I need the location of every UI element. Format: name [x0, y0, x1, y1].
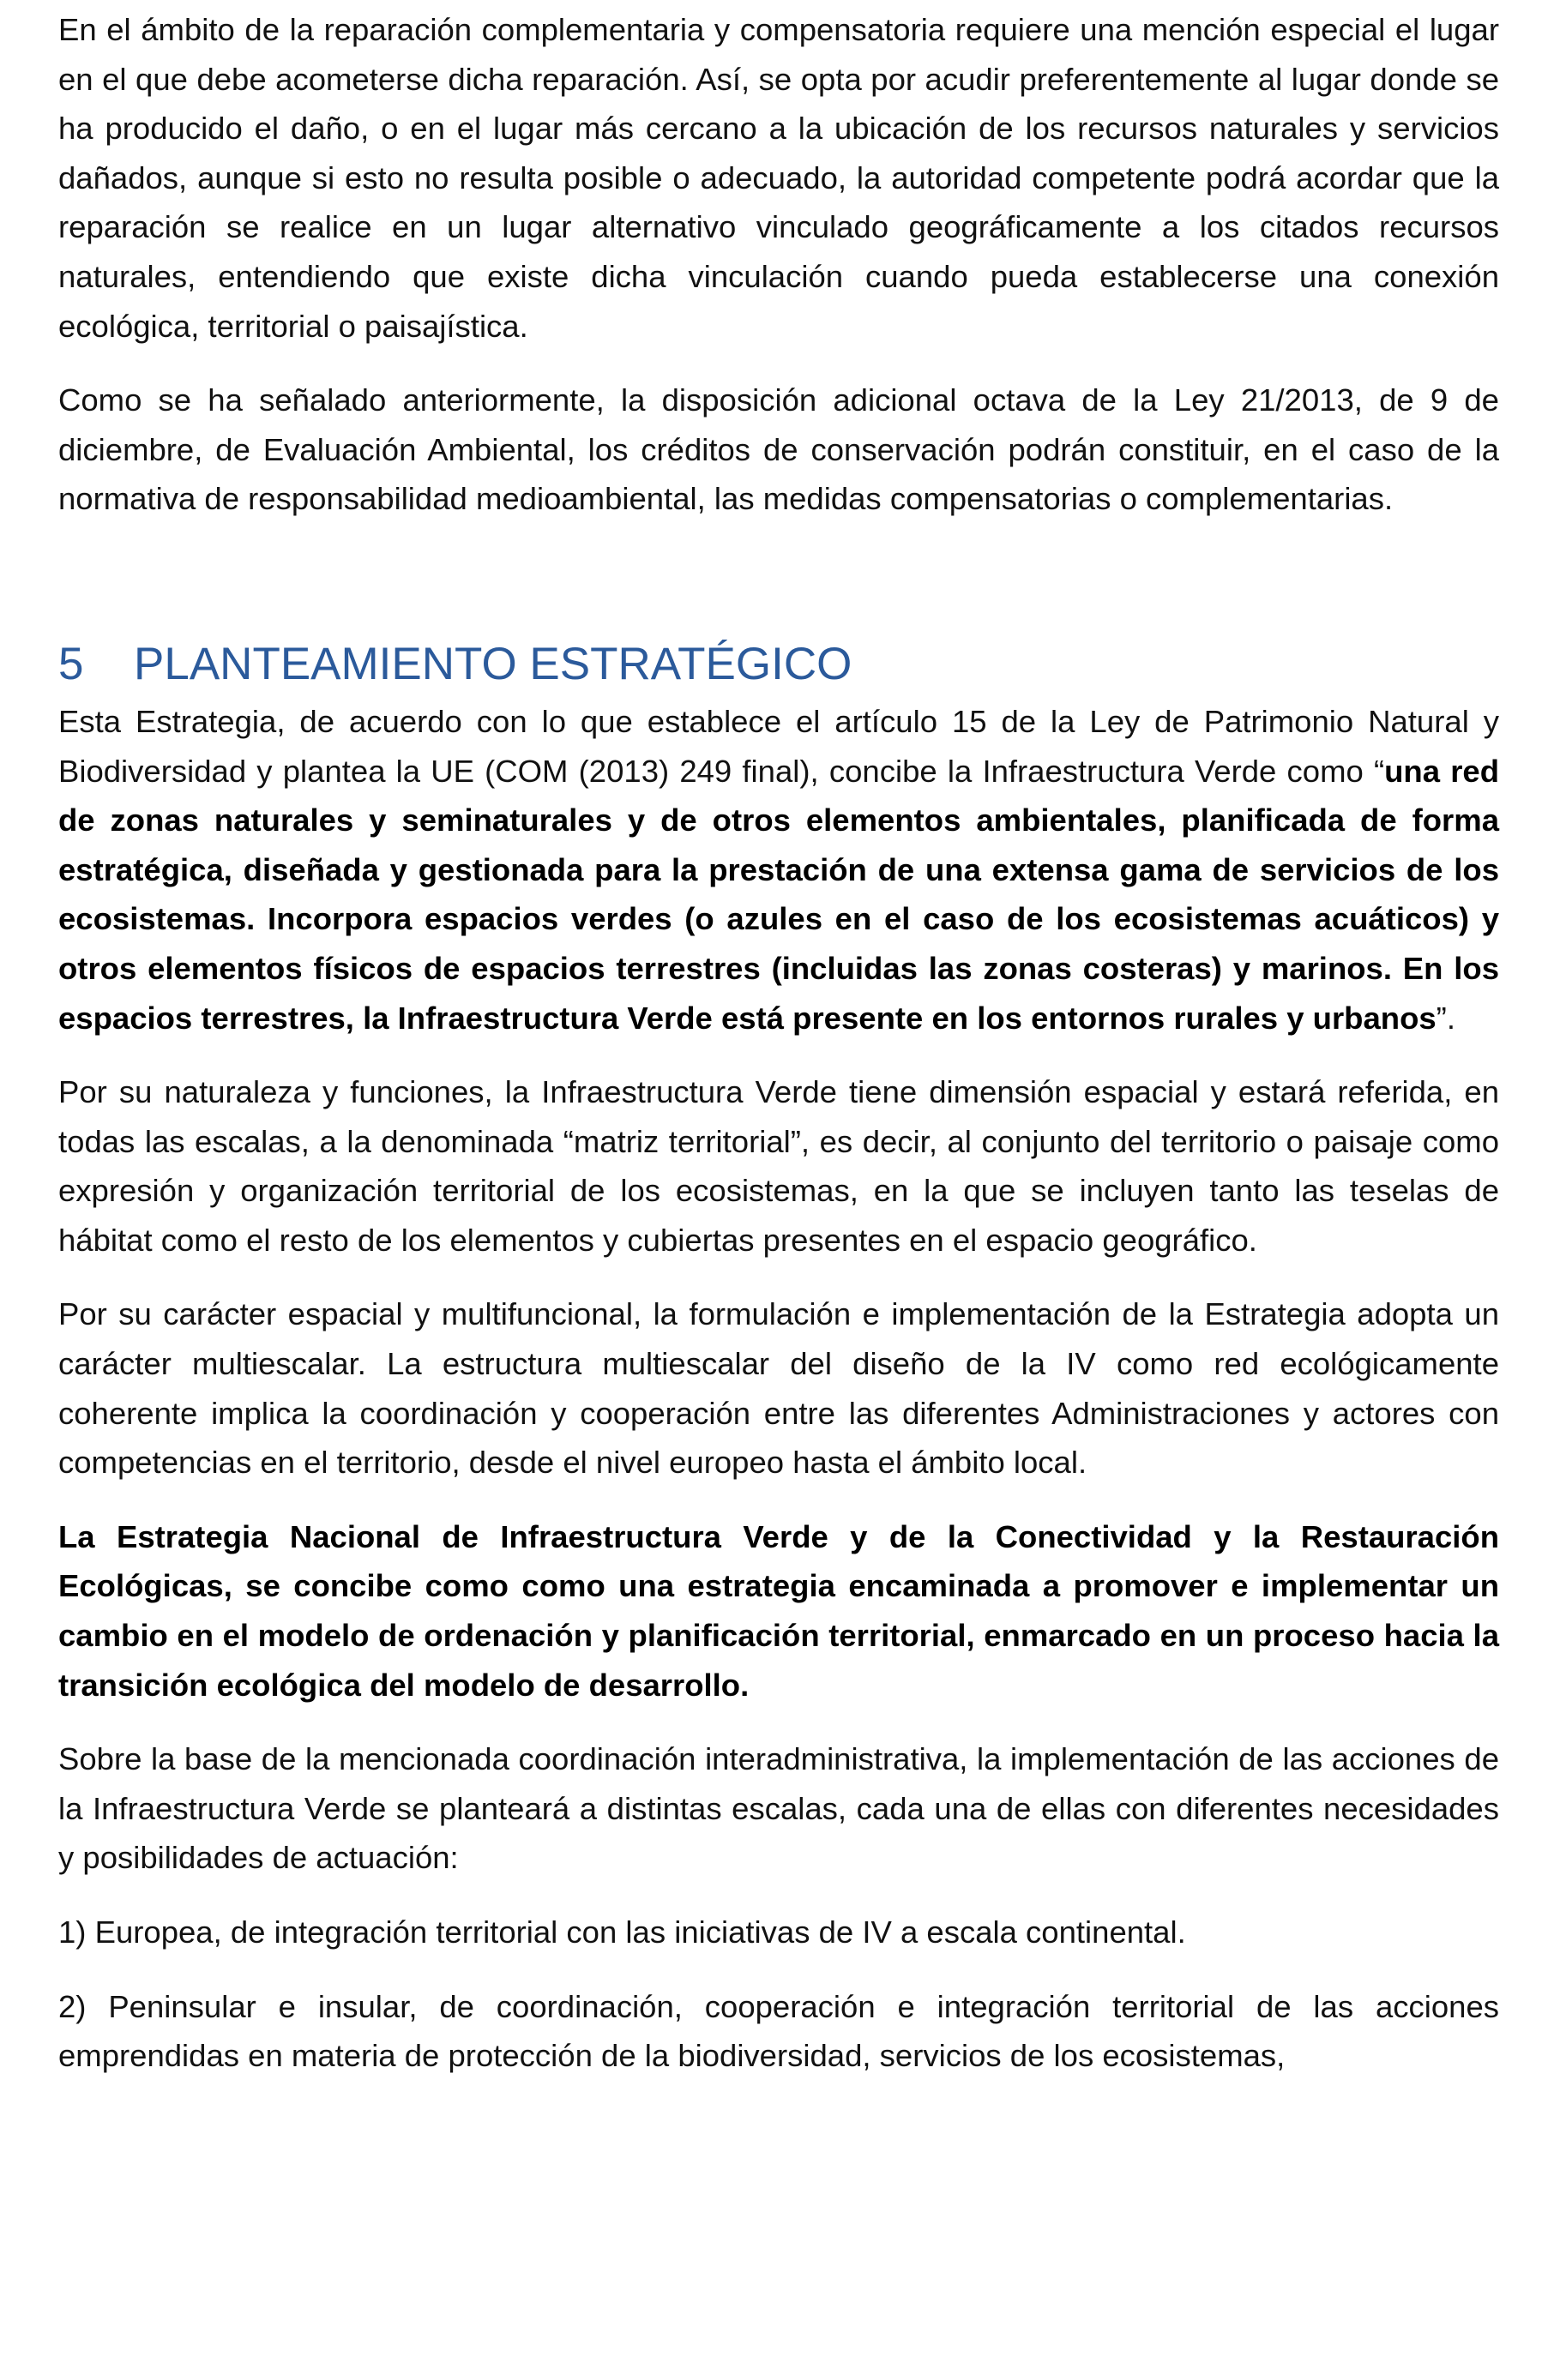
- section-heading: [58, 637, 1499, 692]
- paragraph-estrategia-nacional: La Estrategia Nacional de Infraestructura Verde y de la Conectividad y la Restauración Ecológicas, se concibe como como una estrategia encaminada a promover e implementar un cambio en el modelo de ordenación y planificación territorial, enmarcado en un proceso hacia la transición ecológica del modelo de desarrollo.: [58, 1518, 1499, 1703]
- definition-end-text: ”.: [1436, 1000, 1455, 1036]
- document-page: [58, 5, 1499, 2081]
- paragraph-reparacion-lugar: En el ámbito de la reparación complementaria y compensatoria requiere una mención especial el lugar en el que debe acometerse dicha reparación. Así, se opta por acudir preferentemente al lugar donde se ha producido el daño, o en el lugar más cercano a la ubicación de los recursos naturales y servicios dañados, aunque si esto no resulta posible o adecuado, la autoridad competente podrá acordar que la reparación se realice en un lugar alternativo vinculado geográficamente a los citados recursos naturales, entendiendo que existe dicha vinculación cuando pueda establecerse una conexión ecológica, territorial o paisajística.: [58, 12, 1499, 344]
- paragraph-creditos-conservacion: Como se ha señalado anteriormente, la disposición adicional octava de la Ley 21/2013, de 9 de diciembre, de Evaluación Ambiental, los créditos de conservación podrán constituir, en el caso de la normativa de responsabilidad medioambiental, las medidas compensatorias o complementarias.: [58, 382, 1499, 517]
- definition-bold-text: una red de zonas naturales y seminaturales y de otros elementos ambientales, planificada de forma estratégica, diseñada y gestionada para la prestación de una extensa gama de servicios de los ecosistemas. Incorpora espacios verdes (o azules en el caso de los ecosistemas acuáticos) y otros elementos físicos de espacios terrestres (incluidas las zonas costeras) y marinos. En los espacios terrestres, la Infraestructura Verde está presente en los entornos rurales y urbanos: [58, 753, 1499, 1036]
- list-item-escala-europea: 1) Europea, de integración territorial con las iniciativas de IV a escala continental.: [58, 1914, 1186, 1950]
- paragraph-coordinacion-interadministrativa: Sobre la base de la mencionada coordinación interadministrativa, la implementación de las acciones de la Infraestructura Verde se planteará a distintas escalas, cada una de ellas con diferentes necesidades y posibilidades de actuación:: [58, 1741, 1499, 1876]
- list-item-escala-peninsular: 2) Peninsular e insular, de coordinación, cooperación e integración territorial de las acciones emprendidas en materia de protección de la biodiversidad, servicios de los ecosistemas,: [58, 1988, 1499, 2074]
- definition-intro-text: Esta Estrategia, de acuerdo con lo que establece el artículo 15 de la Ley de Patrimonio Natural y Biodiversidad y plantea la UE (COM (2013) 249 final), concibe la Infraestructura Verde como “: [58, 703, 1499, 789]
- section-title: PLANTEAMIENTO ESTRATÉGICO: [134, 638, 852, 689]
- paragraph-caracter-multiescalar: Por su carácter espacial y multifuncional, la formulación e implementación de la Estrategia adopta un carácter multiescalar. La estructura multiescalar del diseño de la IV como red ecológicamente coherente implica la coordinación y cooperación entre las diferentes Administraciones y actores con competencias en el territorio, desde el nivel europeo hasta el ámbito local.: [58, 1296, 1499, 1481]
- section-number: 5: [58, 638, 84, 689]
- paragraph-definicion-infraestructura-verde: [58, 697, 1499, 1043]
- paragraph-dimension-espacial: Por su naturaleza y funciones, la Infraestructura Verde tiene dimensión espacial y estará referida, en todas las escalas, a la denominada “matriz territorial”, es decir, al conjunto del territorio o paisaje como expresión y organización territorial de los ecosistemas, en la que se incluyen tanto las teselas de hábitat como el resto de los elementos y cubiertas presentes en el espacio geográfico.: [58, 1074, 1499, 1258]
